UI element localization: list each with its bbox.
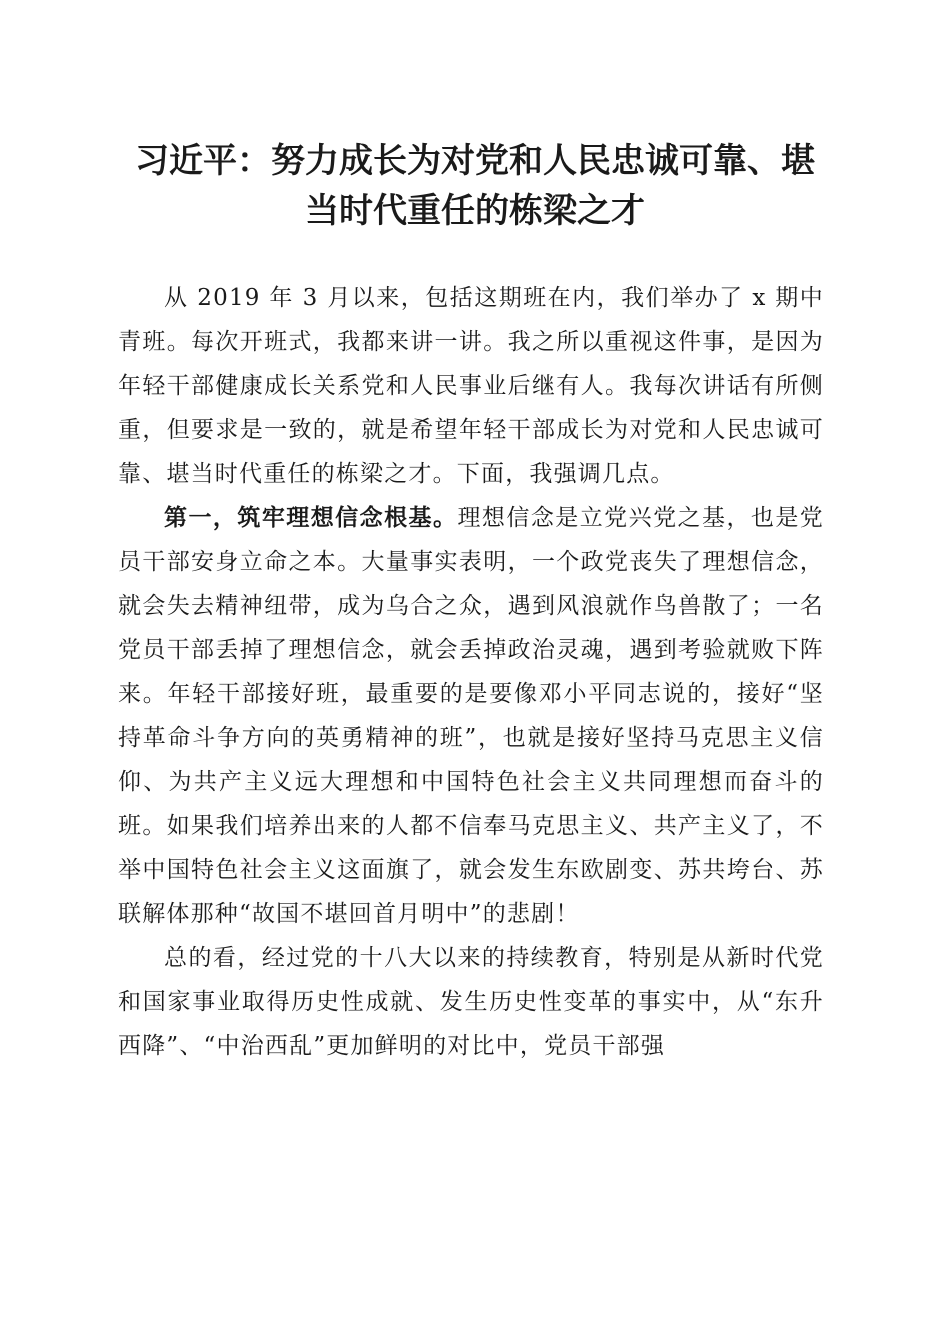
paragraph-2-heading: 第一，筑牢理想信念根基。: [164, 504, 458, 531]
title-line-2: 当时代重任的栋梁之才: [305, 191, 645, 231]
paragraph-2-text: 理想信念是立党兴党之基，也是党员干部安身立命之本。大量事实表明，一个政党丧失了理想信念，就会失去精神纽带，成为乌合之众，遇到风浪就作鸟兽散了；一名党员干部丢掉了理想信念，就会丢掉政治灵魂，遇到考验就败下阵来。年轻干部接好班，最重要的是要像邓小平同志说的，接好“坚持革命斗争方向的英勇精神的班”，也就是接好坚持马克思主义信仰、为共产主义远大理想和中国特色社会主义共同理想而奋斗的班。如果我们培养出来的人都不信奉马克思主义、共产主义了，不举中国特色社会主义这面旗了，就会发生东欧剧变、苏共垮台、苏联解体那种“故国不堪回首月明中”的悲剧！: [118, 505, 825, 927]
paragraph-2: [118, 496, 824, 936]
paragraph-3: [118, 936, 824, 1068]
document-body: [118, 276, 824, 1068]
title-line-1: 习近平：努力成长为对党和人民忠诚可靠、堪: [135, 141, 815, 181]
paragraph-3-text: 总的看，经过党的十八大以来的持续教育，特别是从新时代党和国家事业取得历史性成就、发生历史性变革的事实中，从“东升西降”、“中治西乱”更加鲜明的对比中，党员干部强: [118, 945, 824, 1059]
document-title: [110, 136, 840, 236]
paragraph-1-text: 从 2019 年 3 月以来，包括这期班在内，我们举办了 x 期中青班。每次开班式，我都来讲一讲。我之所以重视这件事，是因为年轻干部健康成长关系党和人民事业后继有人。我每次讲话有所侧重，但要求是一致的，就是希望年轻干部成长为对党和人民忠诚可靠、堪当时代重任的栋梁之才。下面，我强调几点。: [118, 285, 824, 487]
paragraph-1: [118, 276, 824, 496]
